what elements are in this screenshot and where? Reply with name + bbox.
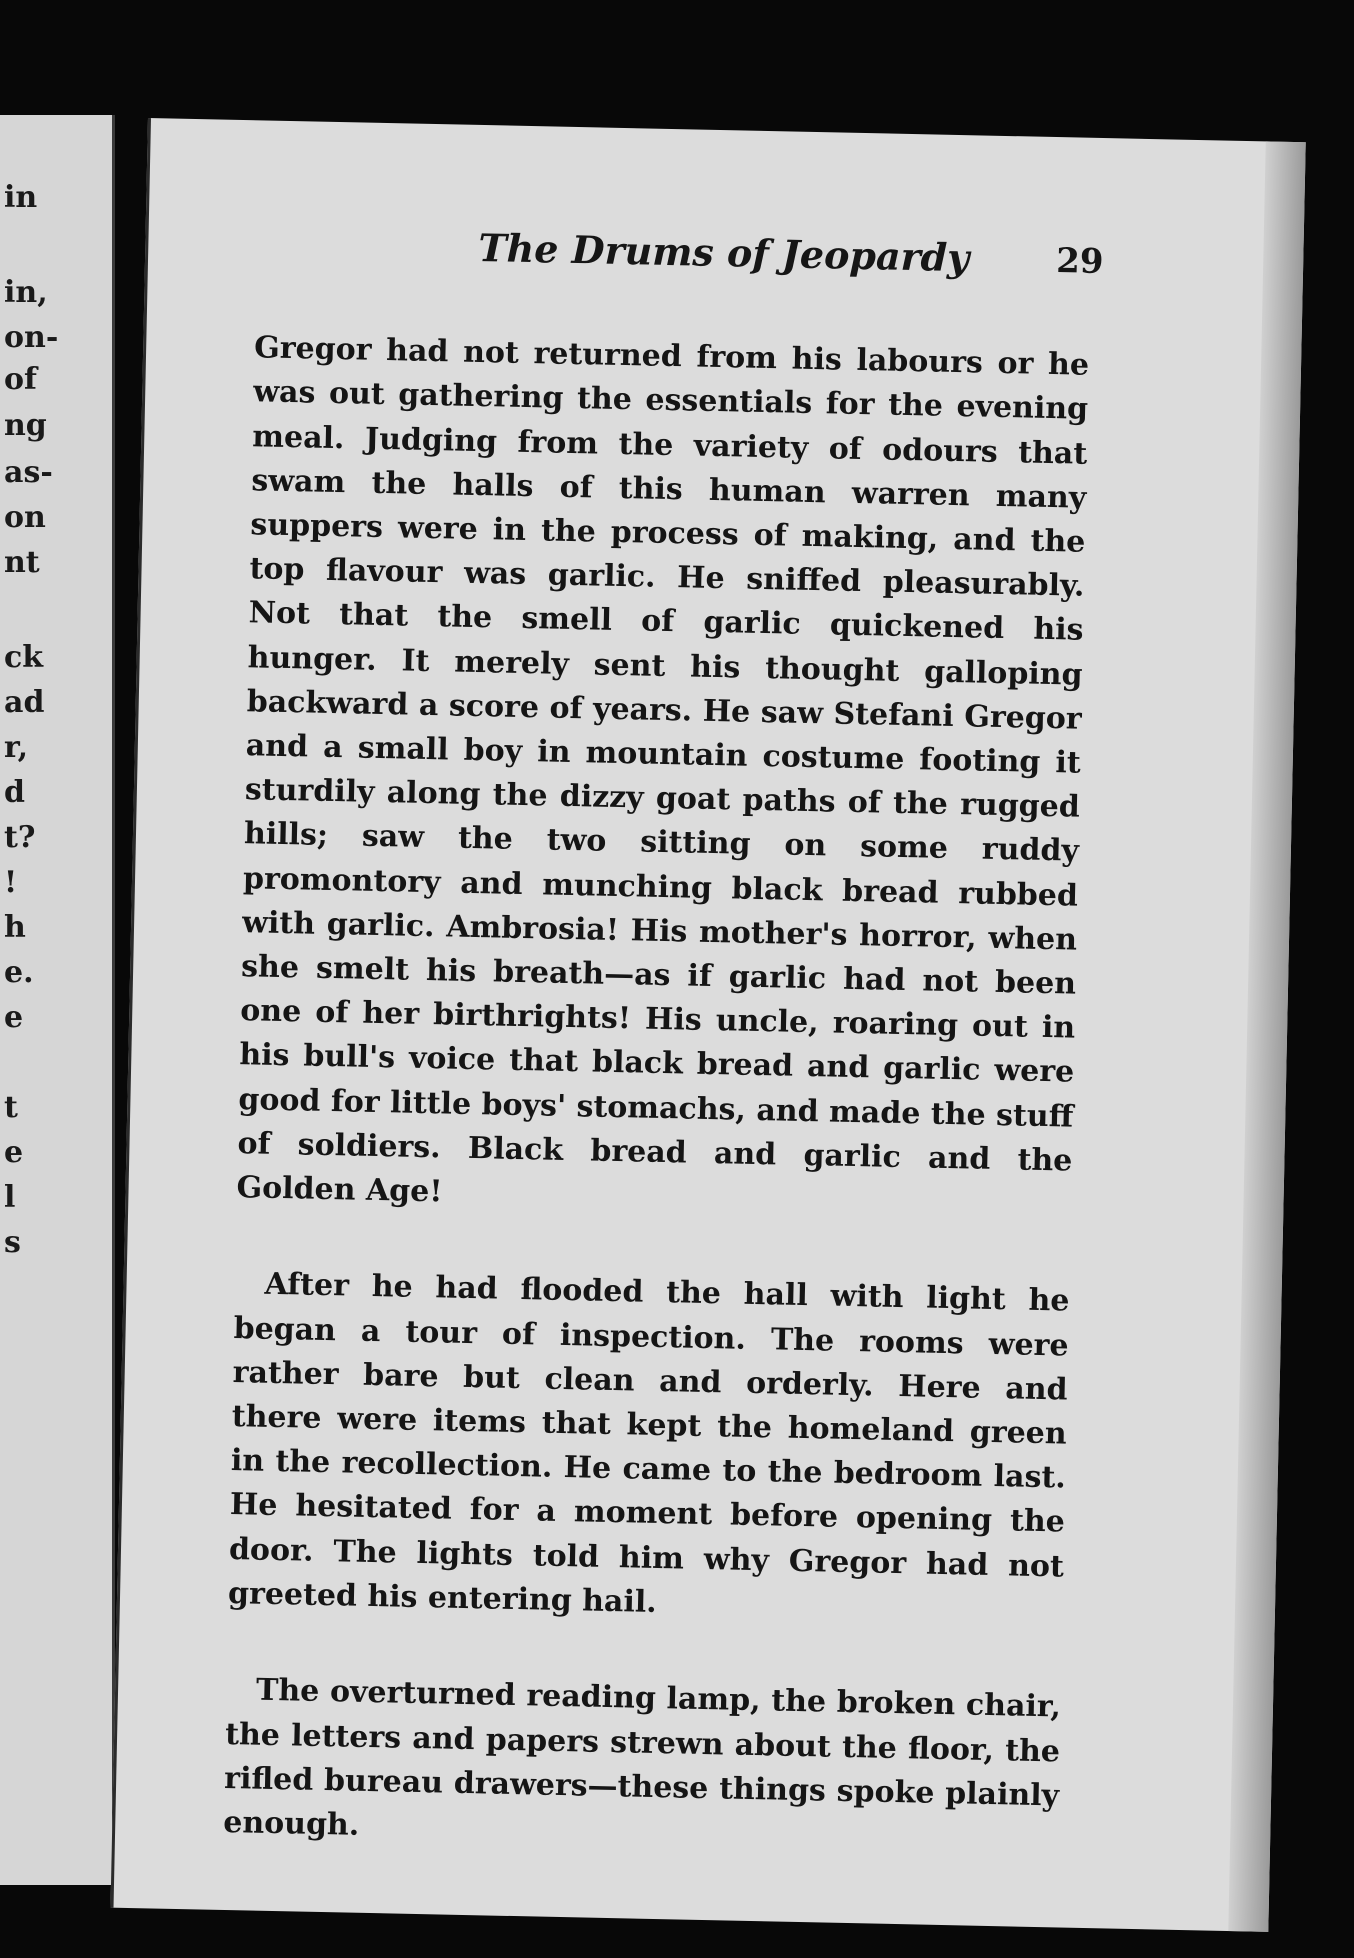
facing-page-fragment: ck <box>4 640 44 675</box>
facing-page-fragment: e <box>4 1000 24 1035</box>
facing-page-fragment: nt <box>4 545 40 580</box>
facing-page-fragment: on- <box>4 320 59 355</box>
facing-page-edge <box>0 115 115 1885</box>
facing-page-fragment: as- <box>4 455 53 490</box>
body-text <box>222 282 1090 1906</box>
facing-page-fragment: r, <box>4 730 29 765</box>
paragraph-2: After he had flooded the hall with light he began a tour of inspection. The rooms were rather bare but clean and orderly. Here and there were items that kept the homeland green in the recollection. He came to the bedroom last. He hesitated for a moment before opening the door. The lights told him why Gregor had not greeted his entering hail. <box>227 1267 1070 1620</box>
facing-page-fragment: in <box>4 180 38 215</box>
facing-page-fragment: s <box>4 1225 21 1260</box>
facing-page-fragment: e <box>4 1135 24 1170</box>
paragraph-3: The overturned reading lamp, the broken chair, the letters and papers strewn about the floor, the rifled bureau drawers—these things spoke plainly enough. <box>222 1672 1062 1843</box>
paragraph-1: Gregor had not returned from his labours or he was out gathering the essentials for the evening meal. Judging from the variety of odours that swam the halls of this human warren many suppers were in the process of making, and the top flavour was garlic. He sniffed pleasurably. Not that the smell of garlic quickened his hunger. It merely sent his thought galloping backward a score of years. He saw Stefani Gregor and a small boy in mountain costume footing it sturdily along the dizzy goat paths of the rugged hills; saw the two sitting on some ruddy promontory and munching black bread rubbed with garlic. Ambrosia! His mother's horror, when she smelt his breath—as if garlic had not been one of her birthrights! His uncle, roaring out in his bull's voice that black bread and garlic were good for little boys' stomachs, and made the stuff of soldiers. Black bread and garlic and the Golden Age! <box>236 330 1090 1210</box>
facing-page-fragment: of <box>4 362 37 397</box>
facing-page-fragment: ng <box>4 408 47 443</box>
facing-page-fragment: h <box>4 910 26 945</box>
facing-page-fragment: t <box>4 1090 18 1125</box>
facing-page-fragment: on <box>4 500 46 535</box>
facing-page-fragment: in, <box>4 275 48 310</box>
running-head: The Drums of Jeopardy <box>477 224 970 281</box>
facing-page-fragment: ad <box>4 685 45 720</box>
facing-page-fragment: ! <box>4 865 18 900</box>
page-number: 29 <box>1055 241 1104 283</box>
facing-page-fragment: l <box>4 1180 16 1215</box>
facing-page-fragment: d <box>4 775 25 810</box>
book-page <box>111 118 1306 1932</box>
facing-page-fragment: e. <box>4 955 34 990</box>
facing-page-fragment: t? <box>4 820 36 855</box>
